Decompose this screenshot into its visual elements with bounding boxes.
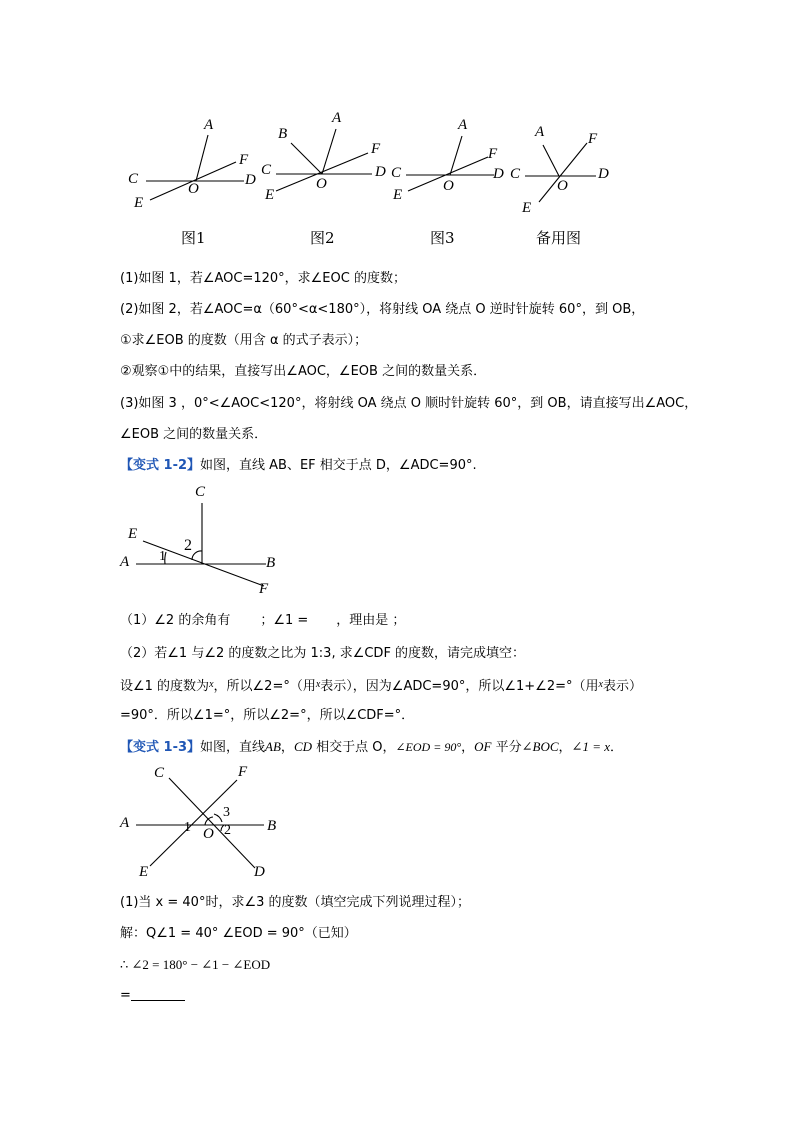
v12-fill1-d: 表示） xyxy=(602,679,642,694)
variant12-fill-line2: =90°．所以∠1=°，所以∠2=°，所以∠CDF=°． xyxy=(120,708,415,723)
fig2-label-c: C xyxy=(261,162,272,178)
v13-intro-a: 如图，直线 xyxy=(200,740,266,755)
fig2-label-e: E xyxy=(265,187,275,203)
v13-intro-cd: CD xyxy=(293,739,312,754)
v13-answer-blank[interactable] xyxy=(131,988,185,1001)
v12-label-c: C xyxy=(195,484,206,500)
variant13-figure xyxy=(0,0,1,1)
v12-q1-part-a: （1）∠2 的余角有 xyxy=(120,613,231,628)
v13-label-o: O xyxy=(203,826,214,842)
variant13-solution-line2: ∴ ∠2 = 180° − ∠1 − ∠EOD xyxy=(120,957,271,972)
v12-fill1-x: x xyxy=(209,679,214,690)
v12-fill1-c: 表示），因为∠ADC=90°，所以∠1+∠2=°（用 xyxy=(320,679,599,694)
variant12-q1 xyxy=(120,612,405,630)
problem1-q3-line1: (3)如图 3 ，0°<∠AOC<120°，将射线 OA 绕点 O 顺时针旋转 60°，到 OB，请直接写出∠AOC， xyxy=(120,396,698,411)
variant12-tag: 【变式 1-2】 xyxy=(120,458,201,473)
fig3-caption: 图3 xyxy=(430,229,455,247)
v12-fill1-x2: x xyxy=(315,679,321,690)
v13-intro-e: 平分 xyxy=(491,740,522,755)
fig2-label-d: D xyxy=(375,164,386,180)
v13-intro-b: ， xyxy=(280,740,294,755)
v13-sol-eq: = xyxy=(120,988,131,1003)
fig2-label-a: A xyxy=(332,110,342,126)
fig4-label-c: C xyxy=(510,166,521,182)
variant12-fill-line1 xyxy=(120,676,642,696)
fig4-label-a: A xyxy=(535,124,545,140)
v13-intro-d: ， xyxy=(461,740,475,755)
v12-angle-2: 2 xyxy=(184,537,192,554)
fig1-caption: 图1 xyxy=(181,229,206,247)
v12-q1-part-b: ；∠1 = xyxy=(260,613,309,628)
v13-intro-1x: ∠1 = x xyxy=(571,739,610,754)
v13-angle-2: 2 xyxy=(224,823,231,838)
v13-intro-of: OF xyxy=(474,739,492,754)
problem1-q2: (2)如图 2，若∠AOC=α（60°<α<180°），将射线 OA 绕点 O 逆时针旋转 60°，到 OB， xyxy=(120,302,645,317)
fig3-label-c: C xyxy=(391,165,402,181)
fig1-label-o: O xyxy=(188,181,199,197)
fig1-label-f: F xyxy=(239,152,249,168)
v13-intro-f: ， xyxy=(558,740,572,755)
v13-intro-g: ． xyxy=(609,740,623,755)
v13-label-a: A xyxy=(120,815,130,831)
v12-fill1-b: ，所以∠2=°（用 xyxy=(213,679,316,694)
fig2-caption: 图2 xyxy=(310,229,335,247)
problem1-q3-line2: ∠EOB 之间的数量关系． xyxy=(120,427,268,442)
fig1-label-c: C xyxy=(128,171,139,187)
v12-label-e: E xyxy=(128,526,138,542)
variant13-q1: (1)当 x = 40°时，求∠3 的度数（填空完成下列说理过程）； xyxy=(120,895,470,910)
v13-angle-1: 1 xyxy=(184,820,191,835)
v13-label-d: D xyxy=(254,864,265,880)
fig3-label-e: E xyxy=(393,187,403,203)
fig4-label-d: D xyxy=(598,166,609,182)
fig2-label-o: O xyxy=(316,176,327,192)
v13-label-f: F xyxy=(238,764,248,780)
v13-intro-eod: ∠EOD = 90° xyxy=(395,740,462,754)
fig1-label-e: E xyxy=(134,195,144,211)
v12-angle-1: 1 xyxy=(159,549,166,564)
problem1-q2-2: ②观察①中的结果，直接写出∠AOC，∠EOB 之间的数量关系． xyxy=(120,364,487,379)
v13-intro-boc: ∠BOC xyxy=(521,739,559,754)
v13-intro-c: 相交于点 O， xyxy=(312,740,396,755)
problem1-q1: (1)如图 1，若∠AOC=120°，求∠EOC 的度数； xyxy=(120,271,406,286)
variant13-solution-line3 xyxy=(120,987,185,1005)
fig1-label-d: D xyxy=(245,172,256,188)
variant13-tag: 【变式 1-3】 xyxy=(120,740,201,755)
problem1-q2-1: ①求∠EOB 的度数（用含 α 的式子表示）； xyxy=(120,333,368,348)
fig1-label-a: A xyxy=(204,117,214,133)
variant12-q2: （2）若∠1 与∠2 的度数之比为 1:3, 求∠CDF 的度数，请完成填空： xyxy=(120,646,526,661)
fig2-label-f: F xyxy=(371,141,381,157)
v12-label-f: F xyxy=(259,581,269,597)
v12-fill1-a: 设∠1 的度数为 xyxy=(120,679,210,694)
fig2-label-b: B xyxy=(278,126,288,142)
fig4-label-e: E xyxy=(522,200,532,216)
fig4-label-o: O xyxy=(557,178,568,194)
v12-label-a: A xyxy=(120,554,130,570)
variant13-solution-line1: 解：Q∠1 = 40° ∠EOD = 90°（已知） xyxy=(120,926,357,941)
v12-fill1-x3: x xyxy=(598,679,603,690)
fig4-label-f: F xyxy=(588,131,598,147)
fig3-label-a: A xyxy=(458,117,468,133)
v13-angle-3: 3 xyxy=(223,805,230,820)
fig3-label-o: O xyxy=(443,178,454,194)
v12-q1-part-c: ，理由是 ； xyxy=(336,613,406,628)
variant12-heading xyxy=(120,457,477,475)
fig4-caption: 备用图 xyxy=(536,229,582,247)
v13-label-c: C xyxy=(154,765,165,781)
v13-label-b: B xyxy=(267,818,277,834)
v12-label-b: B xyxy=(266,555,276,571)
fig3-label-d: D xyxy=(493,166,504,182)
fig3-label-f: F xyxy=(488,146,498,162)
v13-intro-ab: AB xyxy=(265,739,281,754)
variant12-intro: 如图，直线 AB、EF 相交于点 D，∠ADC=90°. xyxy=(200,458,477,473)
variant13-heading xyxy=(120,738,623,757)
v13-label-e: E xyxy=(139,864,149,880)
